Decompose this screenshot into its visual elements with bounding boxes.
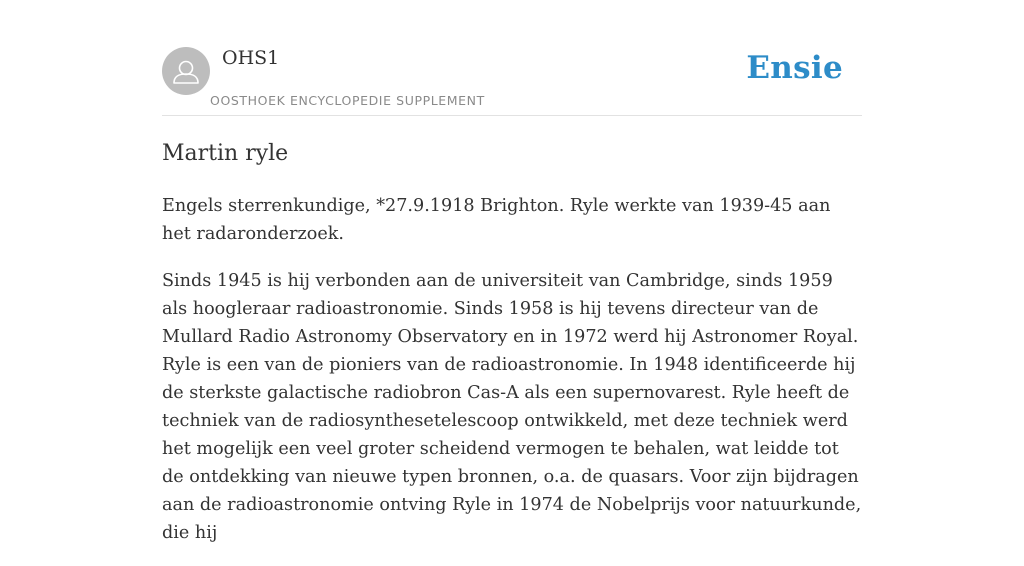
user-icon	[162, 47, 210, 95]
article-header	[162, 0, 862, 116]
brand-logo[interactable]: Ensie	[746, 50, 843, 86]
page-title: Martin ryle	[162, 141, 289, 166]
article-paragraph: Engels sterrenkundige, *27.9.1918 Brighton. Ryle werkte van 1939-45 aan het radaronderzoek.	[162, 196, 831, 244]
article-body	[162, 192, 862, 566]
content-container	[162, 0, 862, 543]
author-name[interactable]: OHS1	[222, 47, 280, 69]
article-paragraph: Sinds 1945 is hij verbonden aan de universiteit van Cambridge, sinds 1959 als hoogleraar radioastronomie. Sinds 1958 is hij tevens directeur van de Mullard Radio Astronomy Observatory en in 1972 werd hij Astronomer Royal. Ryle is een van de pioniers van de radioastronomie. In 1948 identificeerde hij de sterkste galactische radiobron Cas-A als een supernovarest. Ryle heeft de techniek van de radiosynthesetelescoop ontwikkeld, met deze techniek werd het mogelijk een veel groter scheidend vermogen te behalen, wat leidde tot de ontdekking van nieuwe typen bronnen, o.a. de quasars. Voor zijn bijdragen aan de radioastronomie ontving Ryle in 1974 de Nobelprijs voor natuurkunde, die hij	[162, 271, 862, 543]
source-label[interactable]: OOSTHOEK ENCYCLOPEDIE SUPPLEMENT	[210, 93, 485, 108]
avatar[interactable]	[162, 47, 210, 95]
